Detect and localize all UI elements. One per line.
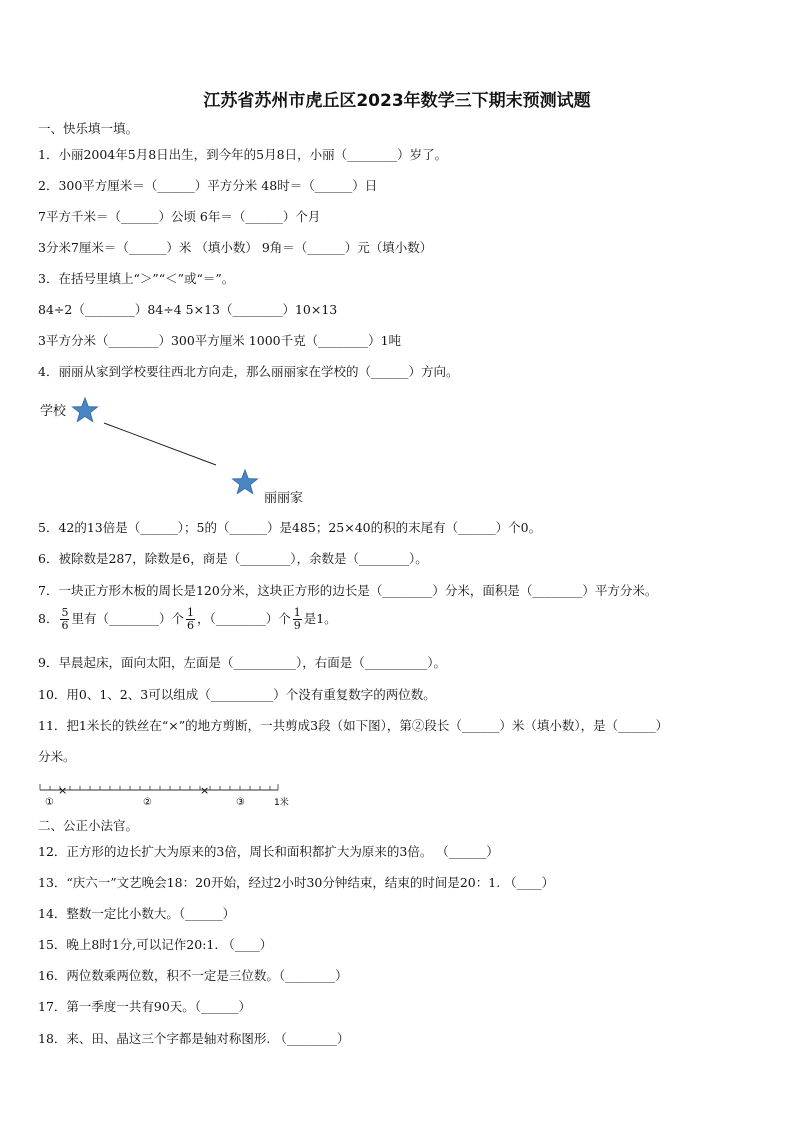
question-2-line-3: 3分米7厘米＝（______）米 （填小数） 9角＝（______）元（填小数） — [38, 240, 433, 255]
home-label: 丽丽家 — [264, 491, 304, 506]
segment-3-label: ③ — [236, 797, 245, 808]
question-12: 12．正方形的边长扩大为原来的3倍，周长和面积都扩大为原来的3倍。 （______） — [38, 844, 499, 859]
fraction-5-6: $\frac{5}{6}$ — [61, 606, 69, 632]
q8-number: 8． — [38, 611, 59, 626]
cut-mark-2: × — [200, 784, 210, 797]
question-4: 4．丽丽从家到学校要往西北方向走，那么丽丽家在学校的（______）方向。 — [38, 364, 459, 379]
question-18: 18．来、田、晶这三个字都是轴对称图形. （________） — [38, 1031, 350, 1046]
question-6: 6．被除数是287，除数是6，商是（________），余数是（________）。 — [38, 551, 428, 566]
question-1: 1．小丽2004年5月8日出生，到今年的5月8日，小丽（________）岁了。 — [38, 147, 448, 162]
q8-text-1: 里有（________）个 — [71, 611, 184, 626]
question-17: 17．第一季度一共有90天。（______） — [38, 999, 252, 1014]
question-15: 15．晚上8时1分,可以记作20:1. （____） — [38, 937, 273, 952]
fraction-1-6: $\frac{1}{6}$ — [186, 606, 194, 632]
question-13: 13．“庆六一”文艺晚会18：20开始，经过2小时30分钟结束，结束的时间是20：1. （____） — [38, 875, 555, 890]
page-title: 江苏省苏州市虎丘区2023年数学三下期末预测试题 — [203, 91, 591, 111]
question-2-line-2: 7平方千米＝（______）公顷 6年＝（______）个月 — [38, 209, 321, 224]
question-14: 14．整数一定比小数大。（______） — [38, 906, 236, 921]
question-9: 9．早晨起床，面向太阳，左面是（__________），右面是（__________）。 — [38, 655, 446, 670]
ruler-end-label: 1米 — [274, 798, 289, 808]
question-3: 3．在括号里填上“＞”“＜”或“＝”。 — [38, 271, 235, 286]
segment-1-label: ① — [45, 797, 54, 808]
cut-mark-1: × — [58, 784, 68, 797]
school-label: 学校 — [40, 404, 67, 419]
question-11: 11．把1米长的铁丝在“×”的地方剪断，一共剪成3段（如下图），第②段长（______）米（填小数），是（______） — [38, 718, 669, 733]
section-heading: 一、快乐填一填。 — [38, 121, 139, 136]
q8-text-3: 是1。 — [303, 611, 337, 626]
section-heading-2: 二、公正小法官。 — [38, 818, 139, 833]
question-11-cont: 分米。 — [38, 749, 76, 764]
question-5: 5．42的13倍是（______）；5的（______）是485；25×40的积的末尾有（______）个0。 — [38, 520, 542, 535]
question-3-line-1: 84÷2（________）84÷4 5×13（________）10×13 — [38, 302, 338, 317]
fraction-1-9: $\frac{1}{9}$ — [293, 606, 301, 632]
question-3-line-2: 3平方分米（________）300平方厘米 1000千克（________）1吨 — [38, 333, 402, 348]
q8-text-2: ，（________）个 — [196, 611, 291, 626]
question-10: 10．用0、1、2、3可以组成（__________）个没有重复数字的两位数。 — [38, 687, 436, 702]
question-16: 16．两位数乘两位数，积不一定是三位数。（________） — [38, 968, 348, 983]
question-7: 7．一块正方形木板的周长是120分米，这块正方形的边长是（________）分米，面积是（________）平方分米。 — [38, 583, 658, 598]
segment-2-label: ② — [143, 797, 152, 808]
question-2-line-1: 2．300平方厘米＝（______）平方分米 48时＝（______）日 — [38, 178, 378, 193]
